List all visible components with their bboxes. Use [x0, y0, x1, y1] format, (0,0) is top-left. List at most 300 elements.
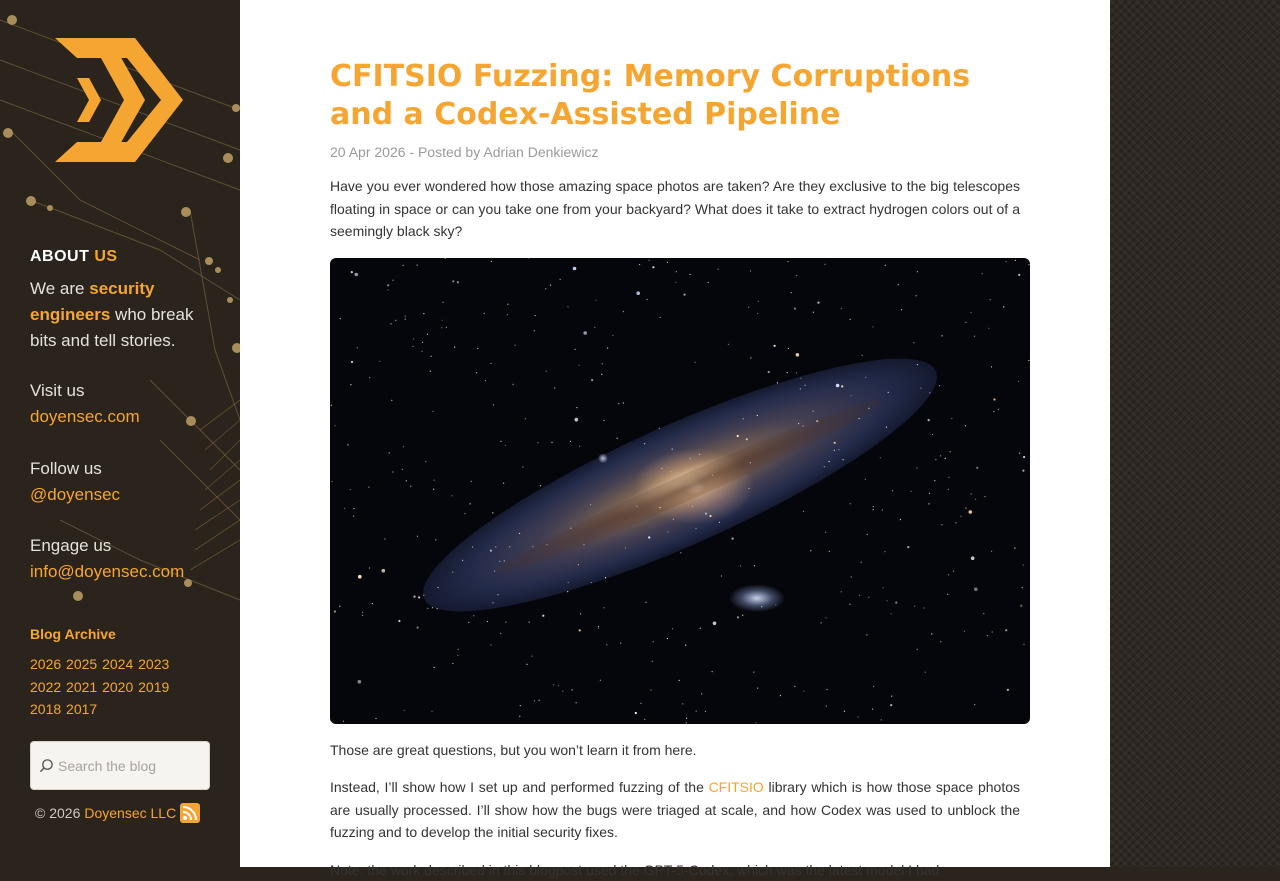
- star: [911, 490, 912, 491]
- star: [1014, 547, 1015, 548]
- star: [983, 613, 984, 614]
- star: [1018, 380, 1019, 381]
- visit-block: [30, 378, 230, 430]
- star: [659, 507, 660, 508]
- star: [993, 398, 995, 400]
- star: [452, 662, 453, 663]
- star: [576, 407, 577, 408]
- star: [834, 449, 835, 450]
- star: [884, 551, 885, 552]
- star: [750, 462, 751, 463]
- star: [948, 574, 949, 575]
- visit-label: Visit us: [30, 378, 230, 404]
- star: [368, 486, 369, 487]
- star: [605, 577, 606, 578]
- galaxy-image: [330, 258, 1030, 724]
- star: [590, 504, 591, 505]
- star: [686, 722, 687, 723]
- star: [987, 635, 988, 636]
- archive-year-link[interactable]: 2022: [30, 679, 61, 695]
- archive-year-link[interactable]: 2020: [102, 679, 133, 695]
- star: [719, 521, 720, 522]
- star: [993, 410, 994, 411]
- archive-year-link[interactable]: 2019: [138, 679, 169, 695]
- star: [862, 354, 863, 355]
- star: [737, 434, 739, 436]
- star: [494, 570, 495, 571]
- star: [829, 460, 830, 461]
- star: [507, 303, 508, 304]
- star: [796, 372, 797, 373]
- star: [929, 492, 930, 493]
- star: [432, 607, 433, 608]
- star: [774, 344, 776, 346]
- star: [410, 485, 411, 486]
- star: [644, 443, 645, 444]
- star: [472, 546, 473, 547]
- star: [476, 372, 477, 373]
- star: [573, 266, 577, 270]
- star: [438, 586, 439, 587]
- star: [334, 610, 336, 612]
- star: [788, 347, 789, 348]
- star: [700, 627, 701, 628]
- star: [473, 615, 474, 616]
- star: [890, 704, 892, 706]
- star: [553, 684, 554, 685]
- star: [898, 284, 899, 285]
- star: [1028, 264, 1029, 265]
- archive-year-link[interactable]: 2023: [138, 656, 169, 672]
- star: [339, 605, 340, 606]
- star: [546, 370, 547, 371]
- star: [1005, 629, 1007, 631]
- star: [748, 487, 749, 488]
- star: [948, 476, 949, 477]
- star: [1023, 643, 1024, 644]
- about-text: [30, 276, 210, 354]
- about-heading-accent: US: [94, 248, 117, 265]
- star: [446, 326, 447, 327]
- star: [850, 503, 851, 504]
- star: [675, 281, 676, 282]
- star: [636, 505, 637, 506]
- star: [389, 452, 390, 453]
- star: [442, 319, 443, 320]
- star: [519, 715, 520, 716]
- star: [441, 327, 442, 328]
- archive-year-link[interactable]: 2018: [30, 701, 61, 717]
- star: [1007, 688, 1009, 690]
- about-highlight: security engineers: [30, 279, 154, 324]
- star: [826, 705, 827, 706]
- star: [418, 596, 420, 598]
- star: [696, 710, 697, 711]
- star: [813, 311, 814, 312]
- star: [344, 507, 345, 508]
- star: [757, 312, 758, 313]
- star: [423, 313, 424, 314]
- star: [721, 575, 722, 576]
- star: [816, 420, 818, 422]
- star: [965, 507, 966, 508]
- star: [545, 288, 546, 289]
- star: [591, 379, 593, 381]
- star: [974, 587, 978, 591]
- star: [617, 437, 618, 438]
- star: [990, 299, 991, 300]
- star: [850, 318, 851, 319]
- star-field: [330, 258, 1030, 724]
- star: [435, 539, 436, 540]
- star: [639, 263, 640, 264]
- star: [866, 634, 867, 635]
- star: [892, 490, 893, 491]
- star: [859, 594, 860, 595]
- star: [384, 538, 385, 539]
- star: [887, 600, 888, 601]
- star: [794, 685, 795, 686]
- star: [713, 621, 717, 625]
- star: [991, 550, 992, 551]
- star: [594, 326, 595, 327]
- star: [682, 703, 683, 704]
- star: [417, 535, 418, 536]
- star: [427, 333, 428, 334]
- star: [477, 348, 478, 349]
- star: [825, 263, 826, 264]
- star: [660, 316, 661, 317]
- star: [872, 326, 873, 327]
- engage-link[interactable]: info@doyensec.com: [30, 559, 230, 585]
- star: [873, 685, 874, 686]
- star: [810, 550, 811, 551]
- star: [974, 335, 975, 336]
- star: [984, 496, 985, 497]
- star: [690, 273, 691, 274]
- star: [841, 385, 843, 387]
- star: [350, 384, 351, 385]
- post-paragraph: [330, 776, 1020, 844]
- star: [917, 648, 918, 649]
- star: [873, 506, 874, 507]
- star: [992, 631, 993, 632]
- star: [442, 301, 443, 302]
- star: [834, 441, 836, 443]
- star: [928, 503, 929, 504]
- star: [353, 508, 354, 509]
- star: [934, 480, 935, 481]
- star: [649, 259, 650, 260]
- post-paragraph: Those are great questions, but you won’t learn it from here.: [330, 739, 1020, 762]
- star: [644, 718, 645, 719]
- star: [387, 284, 389, 286]
- star: [841, 591, 842, 592]
- star: [551, 441, 552, 442]
- star: [758, 300, 759, 301]
- star: [375, 717, 376, 718]
- star: [601, 373, 602, 374]
- star: [971, 493, 972, 494]
- archive-year-link[interactable]: 2017: [66, 701, 97, 717]
- star: [369, 567, 370, 568]
- star: [452, 571, 453, 572]
- star: [526, 663, 527, 664]
- star: [850, 395, 851, 396]
- star: [504, 560, 505, 561]
- star: [392, 471, 393, 472]
- star: [844, 710, 845, 711]
- star: [635, 711, 637, 713]
- star: [580, 613, 581, 614]
- star: [800, 377, 801, 378]
- star: [991, 366, 992, 367]
- doyensec-logo[interactable]: [55, 38, 185, 162]
- star: [372, 603, 373, 604]
- visit-link[interactable]: doyensec.com: [30, 404, 230, 430]
- star: [457, 654, 458, 655]
- star: [603, 419, 604, 420]
- star: [825, 531, 826, 532]
- star: [976, 466, 978, 468]
- star: [490, 362, 491, 363]
- star: [495, 546, 496, 547]
- star: [462, 559, 463, 560]
- star: [406, 480, 407, 481]
- star: [546, 544, 547, 545]
- archive-year-link[interactable]: 2021: [66, 679, 97, 695]
- sidebar: [0, 0, 240, 867]
- star: [437, 608, 438, 609]
- star: [824, 466, 825, 467]
- star: [355, 272, 359, 276]
- star: [402, 468, 403, 469]
- star: [881, 719, 882, 720]
- star: [652, 266, 654, 268]
- archive-years: [30, 653, 200, 721]
- star: [843, 459, 844, 460]
- follow-label: Follow us: [30, 456, 230, 482]
- star: [673, 518, 674, 519]
- star: [343, 720, 344, 721]
- star: [709, 514, 711, 516]
- star: [787, 372, 788, 373]
- star: [969, 510, 973, 514]
- archive-year-link[interactable]: 2024: [102, 656, 133, 672]
- star: [974, 704, 975, 705]
- star: [353, 515, 354, 516]
- archive-year-link[interactable]: 2025: [66, 656, 97, 672]
- star: [534, 700, 535, 701]
- rss-icon[interactable]: [180, 803, 200, 823]
- star: [358, 574, 362, 578]
- star: [867, 533, 868, 534]
- star: [951, 417, 952, 418]
- star: [412, 345, 413, 346]
- star: [1028, 359, 1029, 360]
- footer-company-link[interactable]: Doyensec LLC: [84, 805, 176, 821]
- star: [895, 601, 897, 603]
- posted-by-label: - Posted by: [409, 144, 480, 160]
- star: [923, 607, 924, 608]
- search-input[interactable]: [58, 758, 198, 774]
- star: [965, 425, 966, 426]
- star: [732, 537, 734, 539]
- star: [748, 306, 749, 307]
- star: [434, 479, 435, 480]
- star: [568, 581, 569, 582]
- star: [403, 264, 404, 265]
- star: [825, 617, 826, 618]
- star: [499, 560, 500, 561]
- star: [405, 318, 406, 319]
- star: [509, 546, 510, 547]
- star: [886, 426, 887, 427]
- star: [404, 709, 405, 710]
- para-text: Instead, I’ll show how I set up and performed fuzzing of the: [330, 779, 704, 795]
- star: [667, 531, 668, 532]
- star: [932, 433, 933, 434]
- star: [395, 319, 396, 320]
- star: [572, 689, 573, 690]
- star: [914, 605, 915, 606]
- star: [468, 621, 469, 622]
- star: [579, 445, 580, 446]
- star: [939, 385, 940, 386]
- star: [941, 335, 942, 336]
- archive-year-link[interactable]: 2026: [30, 656, 61, 672]
- star: [570, 440, 571, 441]
- star: [861, 561, 862, 562]
- cfitsio-link[interactable]: CFITSIO: [709, 779, 764, 795]
- star: [513, 383, 514, 384]
- star: [532, 546, 533, 547]
- star: [880, 457, 881, 458]
- star: [708, 281, 709, 282]
- search-box: [30, 741, 210, 790]
- star: [623, 402, 624, 403]
- star: [603, 607, 604, 608]
- star: [640, 702, 641, 703]
- star: [529, 621, 530, 622]
- star: [560, 278, 561, 279]
- star: [403, 446, 404, 447]
- star: [803, 690, 804, 691]
- star: [791, 292, 792, 293]
- star: [701, 693, 702, 694]
- about-heading-word: ABOUT: [30, 248, 89, 265]
- star: [859, 418, 860, 419]
- star: [485, 379, 486, 380]
- star: [672, 448, 673, 449]
- star: [913, 342, 914, 343]
- star: [676, 271, 677, 272]
- star: [865, 478, 866, 479]
- star: [916, 295, 917, 296]
- star: [868, 596, 869, 597]
- star: [398, 619, 400, 621]
- star: [636, 291, 640, 295]
- star: [379, 360, 380, 361]
- star: [960, 515, 961, 516]
- star: [1015, 259, 1016, 260]
- star: [484, 312, 485, 313]
- star: [940, 455, 941, 456]
- star: [788, 261, 789, 262]
- star: [579, 629, 581, 631]
- star: [464, 513, 465, 514]
- star: [519, 532, 520, 533]
- archive-heading: Blog Archive: [30, 626, 116, 642]
- star: [1022, 587, 1023, 588]
- star: [692, 505, 693, 506]
- star: [340, 318, 341, 319]
- star: [680, 552, 681, 553]
- star: [907, 546, 909, 548]
- star: [931, 633, 932, 634]
- star: [358, 679, 362, 683]
- star: [427, 607, 428, 608]
- star: [685, 644, 686, 645]
- post-meta: [330, 144, 1020, 160]
- star: [838, 449, 839, 450]
- star: [575, 348, 576, 349]
- star: [500, 440, 501, 441]
- star: [423, 594, 424, 595]
- star: [1020, 604, 1022, 606]
- star: [868, 407, 869, 408]
- star: [331, 404, 332, 405]
- star: [659, 427, 660, 428]
- star: [382, 568, 386, 572]
- star: [888, 391, 889, 392]
- star: [849, 603, 850, 604]
- star: [777, 382, 778, 383]
- star: [390, 323, 391, 324]
- star: [515, 344, 516, 345]
- star: [602, 363, 603, 364]
- star: [539, 699, 540, 700]
- star: [612, 334, 613, 335]
- star: [357, 347, 358, 348]
- star: [661, 467, 662, 468]
- star: [606, 644, 607, 645]
- star: [667, 637, 668, 638]
- star: [598, 625, 599, 626]
- star: [988, 327, 989, 328]
- star: [690, 458, 691, 459]
- star: [525, 418, 526, 419]
- star: [865, 376, 866, 377]
- star: [452, 280, 454, 282]
- star: [647, 298, 648, 299]
- star: [948, 488, 949, 489]
- star: [458, 648, 459, 649]
- star: [583, 543, 584, 544]
- star: [925, 671, 926, 672]
- star: [334, 425, 335, 426]
- star: [596, 299, 597, 300]
- star: [417, 264, 418, 265]
- star: [534, 330, 535, 331]
- star: [578, 364, 579, 365]
- star: [570, 527, 571, 528]
- star: [653, 641, 654, 642]
- post-title: CFITSIO Fuzzing: Memory Corruptions and a Codex-Assisted Pipeline: [330, 58, 1030, 134]
- star: [432, 410, 433, 411]
- follow-link[interactable]: @doyensec: [30, 482, 230, 508]
- post-paragraph: Note: the work described in this blogpost used the GPT-5-Codex, which was the latest model I had: [330, 859, 1020, 881]
